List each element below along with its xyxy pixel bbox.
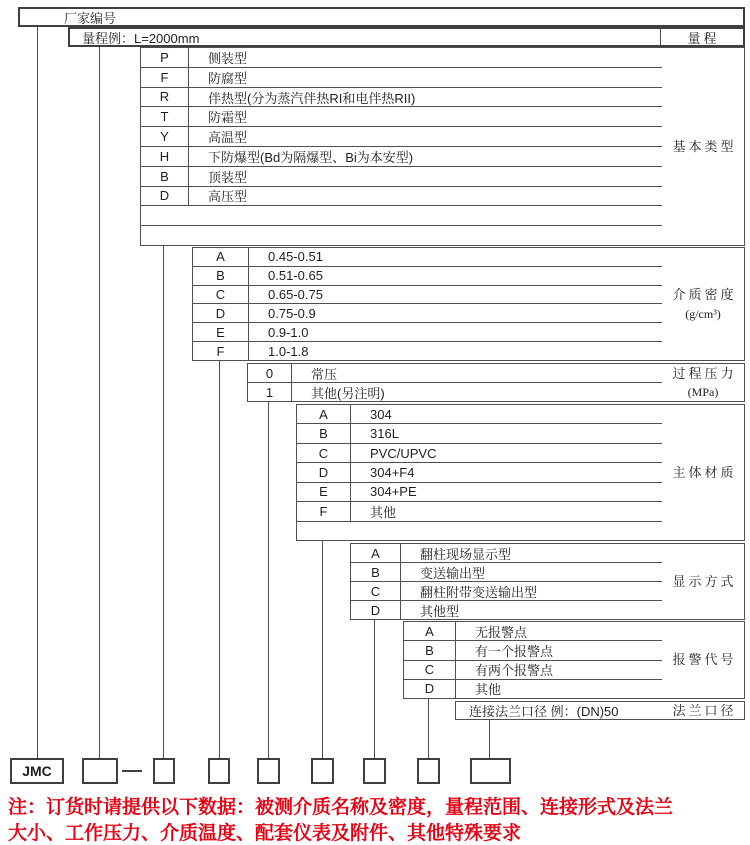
label-alarm-code: 报警代号 [662,621,745,699]
dash-separator [122,770,142,772]
option-code: H [141,147,189,166]
label-body-material: 主体材质 [662,404,745,541]
option-desc: 304+PE [370,484,417,500]
option-desc: 无报警点 [475,624,528,640]
option-row [141,126,662,146]
label-flange-size: 法兰口径 [662,701,745,720]
table-medium-density [192,247,663,361]
option-code: B [351,563,401,581]
option-row [193,303,662,322]
option-row [141,166,662,186]
option-row [141,146,662,166]
label-range: 量程 [660,29,743,45]
label-medium-density: 介质密度 (g/cm³) [662,247,745,361]
option-code: B [193,267,249,285]
option-row [351,600,662,619]
option-code: 1 [248,383,292,401]
connector-line-alarm [428,699,429,758]
option-code: A [351,544,401,562]
option-row [351,581,662,600]
option-row [141,87,662,107]
option-code: C [193,286,249,304]
table-display-mode [350,543,663,620]
option-desc: 其他 [370,504,397,520]
option-row [248,382,662,401]
option-row [193,266,662,285]
code-box-density [208,758,230,784]
option-desc: 0.9-1.0 [268,324,309,340]
option-row [404,679,662,698]
connector-line-display [374,620,375,758]
code-box-basic-type [153,758,175,784]
option-row [351,544,662,562]
option-desc: 侧装型 [208,50,248,66]
option-code: D [193,304,249,322]
option-desc: 伴热型(分为蒸汽伴热RI和电伴热RII) [208,90,416,106]
option-code: F [297,502,351,520]
option-desc: 304+F4 [370,464,415,480]
option-desc: 翻柱现场显示型 [420,546,512,562]
order-note-line2: 大小、工作压力、介质温度、配套仪表及附件、其他特殊要求 [8,823,522,844]
option-row [141,48,662,67]
code-box-flange [470,758,511,784]
option-desc: 顶装型 [208,169,248,185]
table-alarm-code [403,621,663,699]
option-code: B [297,424,351,442]
label-basic-type: 基本类型 [662,47,745,246]
option-desc: 1.0-1.8 [268,343,309,359]
table-basic-type [140,47,663,246]
connector-line-basic-type [163,246,164,758]
empty-row [141,225,662,245]
option-row [456,702,662,719]
option-code: C [297,444,351,462]
option-desc: 316L [370,426,399,442]
option-code: E [193,323,249,341]
option-desc: 0.65-0.75 [268,287,323,303]
option-code: A [193,248,249,266]
option-code: C [351,582,401,600]
table-flange-size [455,701,663,720]
option-desc: 下防爆型(Bd为隔爆型、Bi为本安型) [208,149,414,165]
connector-line-pressure [268,402,269,758]
option-row [297,462,662,481]
option-desc: 0.75-0.9 [268,305,316,321]
option-code: D [404,680,456,698]
code-box-alarm [417,758,440,784]
option-desc: 有一个报警点 [475,643,554,659]
empty-row [297,521,662,540]
connector-line-flange [489,720,490,758]
option-desc: 常压 [311,366,338,382]
option-code: A [404,622,456,640]
option-code: F [193,342,249,360]
connector-line-range [99,47,100,758]
option-desc: 高压型 [208,189,248,205]
option-row [297,482,662,501]
option-code: B [404,641,456,659]
option-row [193,341,662,360]
option-desc: 变送输出型 [420,565,486,581]
option-row [297,423,662,442]
option-desc: 其他 [475,682,502,698]
option-row [297,501,662,520]
option-code: F [141,68,189,87]
option-desc: 0.45-0.51 [268,249,323,265]
option-row [193,285,662,304]
option-desc: 防腐型 [208,70,248,86]
option-row [404,640,662,659]
option-code: D [297,463,351,481]
option-desc: PVC/UPVC [370,445,437,461]
code-box-material [311,758,334,784]
option-code: B [141,167,189,186]
option-row [297,443,662,462]
option-row [141,67,662,87]
label-process-pressure: 过程压力 (MPa) [662,363,745,402]
option-row [141,106,662,126]
option-code: Y [141,127,189,146]
option-row [404,660,662,679]
connector-line-density [219,361,220,758]
option-row [193,248,662,266]
code-box-pressure [257,758,280,784]
label-display-mode: 显示方式 [662,543,745,620]
option-desc: 0.51-0.65 [268,268,323,284]
option-row [141,186,662,206]
option-desc: 翻柱附带变送输出型 [420,584,538,600]
flange-size-text: 连接法兰口径 例：(DN)50 [469,704,619,719]
option-row [193,322,662,341]
code-box-range [82,758,118,784]
option-desc: 304 [370,406,392,422]
empty-row [141,205,662,225]
option-row [351,562,662,581]
option-code: D [141,187,189,206]
section-manufacturer-code [18,7,745,27]
option-desc: 其他(另注明) [311,385,385,401]
option-desc: 防霜型 [208,110,248,126]
connector-line-material [322,541,323,758]
section-range [68,27,745,47]
option-code: A [297,405,351,423]
option-row [404,622,662,640]
option-desc: 有两个报警点 [475,663,554,679]
range-example-text: 量程例：L=2000mm [82,30,200,46]
table-process-pressure [247,363,663,402]
order-note-line1: 注：订货时请提供以下数据：被测介质名称及密度，量程范围、连接形式及法兰 [8,797,674,818]
option-row [248,364,662,382]
option-code: T [141,107,189,126]
manufacturer-label: 厂家编号 [64,10,117,26]
option-code: 0 [248,364,292,382]
option-code: E [297,483,351,501]
option-desc: 高温型 [208,130,248,146]
option-code: R [141,88,189,107]
code-box-display [363,758,386,784]
option-code: D [351,601,401,619]
option-code: P [141,48,189,67]
model-prefix-box: JMC [10,758,64,784]
option-code: C [404,661,456,679]
option-row [297,405,662,423]
connector-line-manufacturer [37,27,38,758]
option-desc: 其他型 [420,603,460,619]
table-body-material [296,404,663,541]
